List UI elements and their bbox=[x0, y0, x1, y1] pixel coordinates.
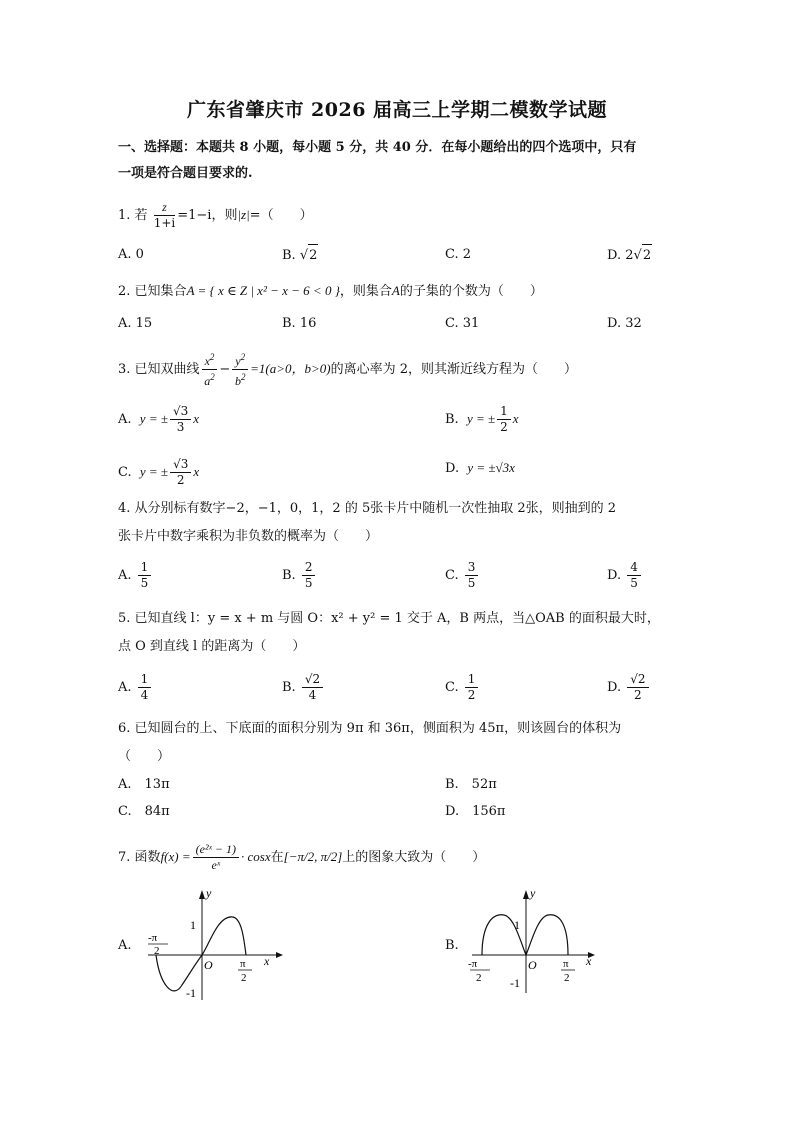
q4-option-a[interactable]: A. $\frac{1}{5}$ bbox=[118, 560, 153, 591]
graph-b-y-arrow bbox=[523, 890, 529, 899]
q1-number: 1. bbox=[118, 208, 131, 223]
q2-text-c: A bbox=[391, 283, 400, 298]
q5-number: 5. bbox=[118, 611, 131, 626]
q7-option-b-graph[interactable] bbox=[462, 885, 612, 1005]
q6-option-c[interactable]: C. 84π bbox=[118, 804, 170, 819]
q1-lead: 若 bbox=[134, 208, 148, 223]
graph-a-tick-pi-den: 2 bbox=[241, 972, 247, 984]
graph-b-tick-negpi-den: 2 bbox=[476, 972, 482, 984]
q7-option-a-graph[interactable] bbox=[138, 885, 288, 1005]
question-2 bbox=[118, 280, 678, 303]
q2-number: 2. bbox=[118, 284, 131, 299]
q6-option-b[interactable]: B. 52π bbox=[445, 777, 497, 792]
q2-option-a[interactable]: A. 15 bbox=[118, 316, 153, 331]
q3-frac-y: $\frac{y^2}{b^2}$ bbox=[232, 350, 248, 389]
graph-a-tick-negpi: -π bbox=[148, 932, 158, 944]
q5-option-a[interactable]: A. $\frac{1}{4}$ bbox=[118, 672, 153, 703]
q3-text-a: 已知双曲线 bbox=[134, 362, 200, 377]
q5-option-c[interactable]: C. $\frac{1}{2}$ bbox=[445, 672, 480, 703]
graph-a-origin: O bbox=[204, 958, 213, 972]
q4-option-c[interactable]: C. $\frac{3}{5}$ bbox=[445, 560, 480, 591]
q5-line2: 点 O 到直线 l 的距离为（ ） bbox=[118, 639, 306, 654]
graph-b-x-label: x bbox=[586, 954, 592, 968]
graph-a-tick-pi: π bbox=[240, 958, 246, 970]
q7-text-b: 在 bbox=[270, 850, 284, 865]
q7-option-a-label[interactable]: A. bbox=[118, 938, 132, 953]
question-3: 3. 已知双曲线 $\frac{x^2}{a^2}$ − $\frac{y^2}{b^2}$ =1(a>0，b>0)的离心率为 2，则其渐近线方程为（ ） bbox=[118, 352, 578, 388]
q6-option-d[interactable]: D. 156π bbox=[445, 804, 506, 819]
q4-line2: 张卡片中数字乘积为非负数的概率为（ ） bbox=[118, 529, 379, 544]
q5-option-d[interactable]: D. $\frac{√2}{2}$ bbox=[607, 672, 651, 703]
q3-option-a[interactable]: A. y = ± $\frac{√3}{3}$ x bbox=[118, 404, 200, 434]
graph-b-tick-1: 1 bbox=[514, 918, 520, 932]
graph-a-y-arrow bbox=[199, 890, 205, 899]
q5-line1: 已知直线 l：y = x + m 与圆 O：x² + y² = 1 交于 A，B 两点，当△OAB 的面积最大时， bbox=[134, 611, 660, 626]
q1-frac-num: z bbox=[154, 200, 176, 216]
q7-fraction: $\frac{\text{(e²ˣ − 1)}}{\text{eˣ}}$ bbox=[193, 842, 239, 873]
question-1 bbox=[118, 200, 678, 231]
q1-tail: =（ ） bbox=[249, 208, 313, 223]
question-5 bbox=[118, 608, 678, 658]
q7-fx: f(x) = bbox=[160, 849, 191, 864]
q5-option-b[interactable]: B. $\frac{√2}{4}$ bbox=[282, 672, 325, 703]
section-heading-line2: 一项是符合题目要求的. bbox=[118, 166, 253, 181]
q2-text-d: 的子集的个数为（ ） bbox=[399, 284, 543, 299]
graph-a-tick-1: 1 bbox=[190, 918, 196, 932]
q2-option-d[interactable]: D. 32 bbox=[607, 316, 642, 331]
q6-option-a[interactable]: A. 13π bbox=[118, 777, 170, 792]
q7-interval: [−π/2, π/2] bbox=[283, 849, 343, 864]
section-heading-line1: 一、选择题：本题共 8 小题，每小题 5 分，共 40 分．在每小题给出的四个选项中，只有 bbox=[118, 140, 637, 155]
graph-b-y-label: y bbox=[530, 886, 536, 900]
q3-option-b[interactable]: B. y = ± $\frac{1}{2}$ x bbox=[445, 404, 519, 434]
q7-text-c: 上的图象大致为（ ） bbox=[342, 850, 486, 865]
q4-option-b[interactable]: B. $\frac{2}{5}$ bbox=[282, 560, 317, 591]
q1-rhs: =1−i，则 bbox=[177, 208, 238, 223]
q7-option-b-label[interactable]: B. bbox=[445, 938, 459, 953]
q3-option-c[interactable]: C. y = ± $\frac{√3}{2}$ x bbox=[118, 457, 200, 487]
q7-number: 7. bbox=[118, 850, 131, 865]
q2-text-a: 已知集合 bbox=[134, 284, 187, 299]
q3-number: 3. bbox=[118, 362, 131, 377]
q2-set: A = { x ∈ Z | x² − x − 6 < 0 } bbox=[186, 283, 340, 298]
graph-a-tick-neg1: -1 bbox=[186, 986, 196, 1000]
question-7 bbox=[118, 842, 678, 873]
q1-option-c[interactable]: C. 2 bbox=[445, 247, 472, 262]
graph-a-y-label: y bbox=[206, 886, 212, 900]
q2-text-b: ，则集合 bbox=[339, 284, 392, 299]
graph-b-tick-negpi: -π bbox=[468, 958, 478, 970]
q3-option-d[interactable]: D. y = ±√3x bbox=[445, 460, 515, 476]
q2-option-b[interactable]: B. 16 bbox=[282, 316, 317, 331]
graph-b-tick-neg1: -1 bbox=[510, 976, 520, 990]
graph-a-x-label: x bbox=[264, 954, 270, 968]
graph-b-origin: O bbox=[528, 958, 537, 972]
graph-a-tick-negpi-den: 2 bbox=[154, 945, 160, 957]
q1-abs-z: |z| bbox=[237, 207, 250, 222]
q6-line1: 已知圆台的上、下底面的面积分别为 9π 和 36π，侧面积为 45π，则该圆台的体积为 bbox=[134, 721, 622, 736]
page-title: 广东省肇庆市 2026 届高三上学期二模数学试题 bbox=[186, 99, 608, 121]
graph-a-x-arrow bbox=[276, 952, 283, 958]
q6-line2: （ ） bbox=[118, 749, 171, 764]
section-heading bbox=[118, 135, 678, 187]
q2-option-c[interactable]: C. 31 bbox=[445, 316, 480, 331]
q4-option-d[interactable]: D. $\frac{4}{5}$ bbox=[607, 560, 643, 591]
q4-line1: 从分别标有数字−2，−1，0，1，2 的 5张卡片中随机一次性抽取 2张，则抽到的 2 bbox=[134, 501, 617, 516]
graph-b-tick-pi: π bbox=[563, 958, 569, 970]
graph-b-tick-pi-den: 2 bbox=[564, 972, 570, 984]
q1-fraction bbox=[154, 200, 176, 231]
q1-frac-den: 1+i bbox=[153, 216, 176, 230]
q3-text-b: 的离心率为 2，则其渐近线方程为（ ） bbox=[330, 362, 578, 377]
q7-cos: · cosx bbox=[241, 849, 271, 864]
q4-number: 4. bbox=[118, 501, 131, 516]
q3-condition: =1(a>0，b>0) bbox=[250, 361, 331, 376]
question-4 bbox=[118, 498, 678, 548]
q6-number: 6. bbox=[118, 721, 131, 736]
graph-b-curve bbox=[482, 915, 568, 955]
q1-option-a[interactable]: A. 0 bbox=[118, 247, 144, 262]
q3-frac-x: $\frac{x^2}{a^2}$ bbox=[202, 350, 218, 389]
q7-text-a: 函数 bbox=[134, 850, 161, 865]
q1-option-b[interactable]: B. √2 bbox=[282, 244, 318, 267]
q1-option-d[interactable]: D. 2√2 bbox=[607, 244, 652, 267]
graph-a-curve bbox=[156, 917, 246, 991]
question-6 bbox=[118, 718, 678, 768]
